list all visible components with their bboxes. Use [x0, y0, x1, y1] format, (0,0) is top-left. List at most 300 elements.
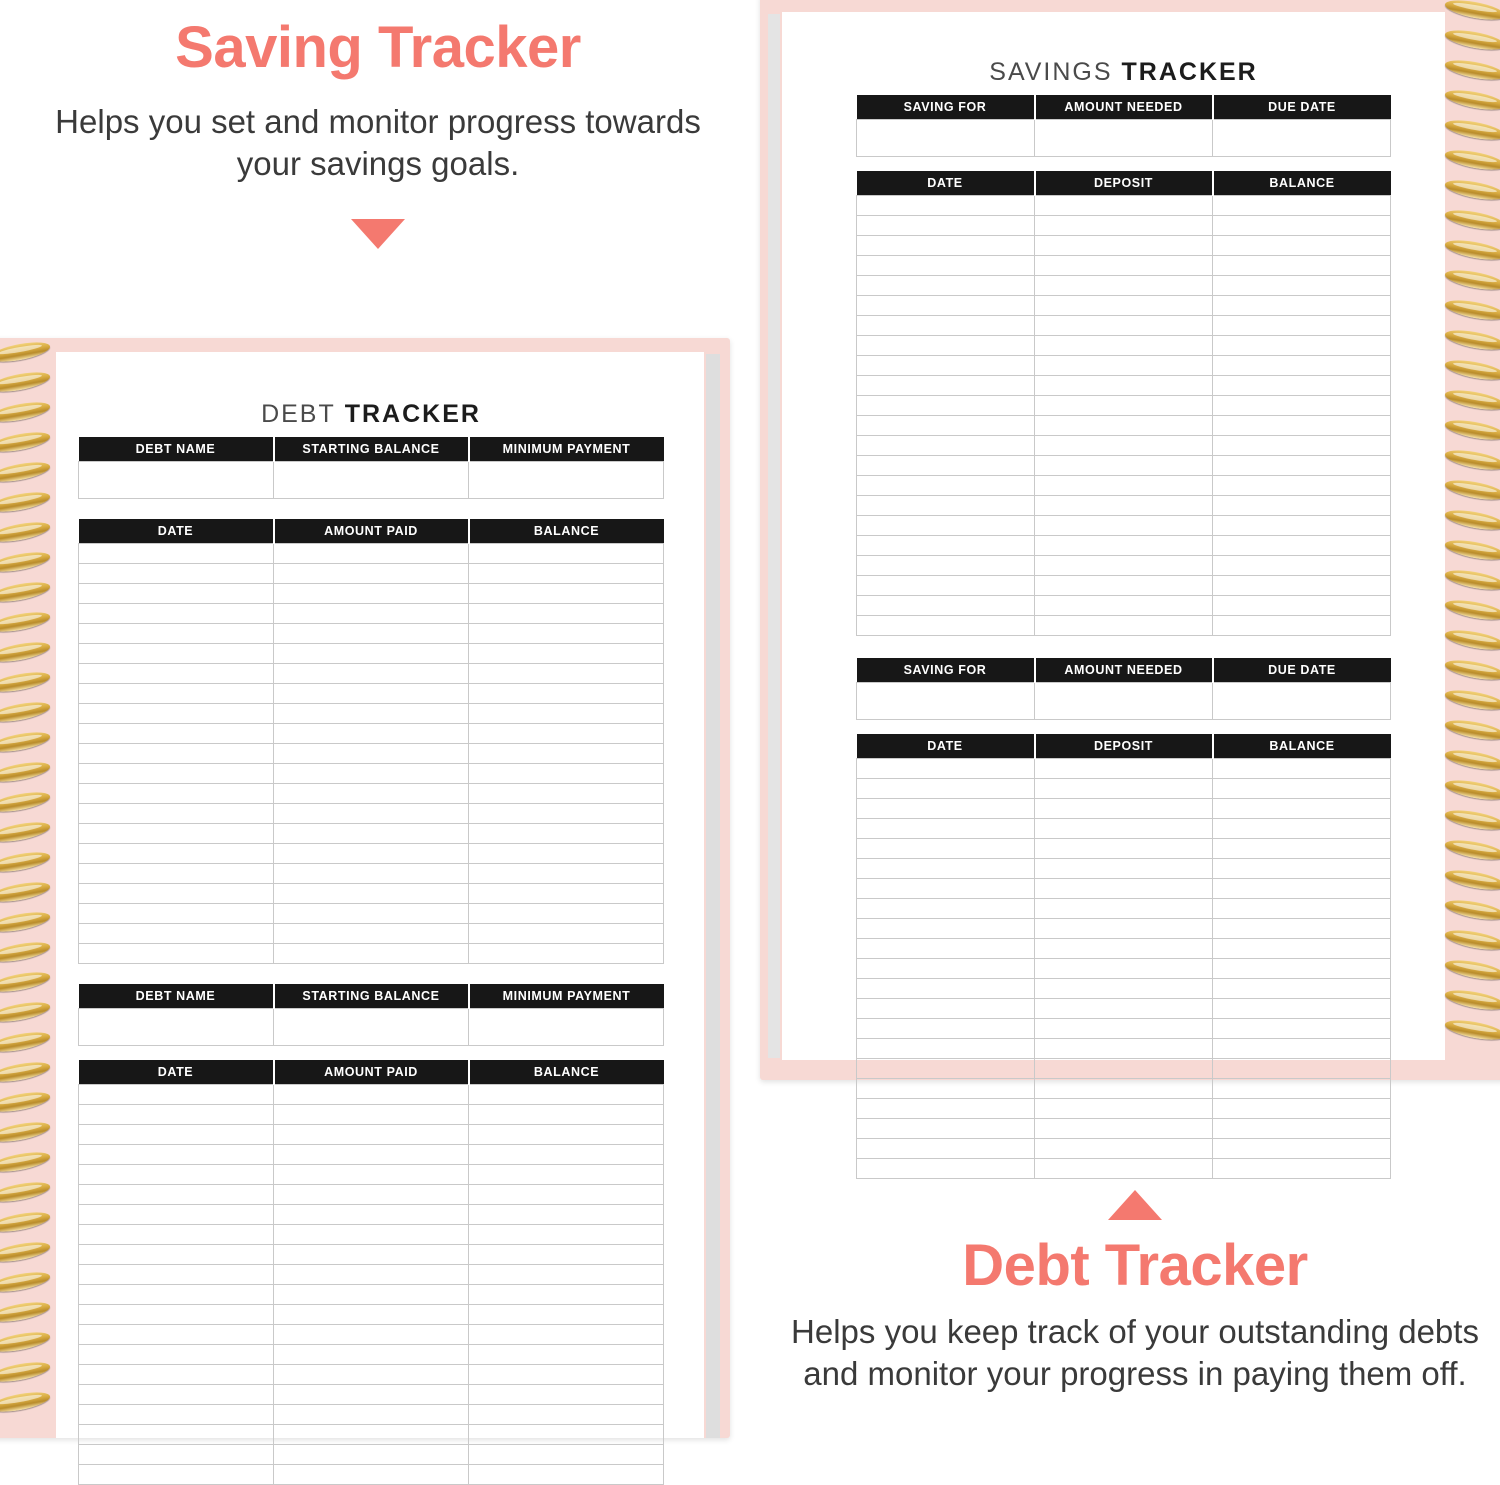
ledger-cell[interactable]: [274, 944, 469, 964]
ledger-cell[interactable]: [857, 759, 1035, 779]
ledger-cell[interactable]: [857, 556, 1035, 576]
ledger-cell[interactable]: [274, 604, 469, 624]
cell-due-date[interactable]: [1213, 120, 1391, 157]
table-row[interactable]: [857, 999, 1391, 1019]
ledger-cell[interactable]: [274, 664, 469, 684]
ledger-cell[interactable]: [1035, 516, 1213, 536]
table-row[interactable]: [79, 1405, 664, 1425]
table-row[interactable]: [79, 924, 664, 944]
ledger-cell[interactable]: [79, 704, 274, 724]
ledger-cell[interactable]: [274, 1245, 469, 1265]
ledger-cell[interactable]: [1213, 919, 1391, 939]
ledger-cell[interactable]: [1213, 576, 1391, 596]
ledger-cell[interactable]: [469, 864, 664, 884]
ledger-cell[interactable]: [79, 1365, 274, 1385]
ledger-cell[interactable]: [274, 1345, 469, 1365]
table-row[interactable]: [857, 919, 1391, 939]
ledger-cell[interactable]: [274, 1145, 469, 1165]
table-row[interactable]: [79, 1285, 664, 1305]
ledger-cell[interactable]: [857, 376, 1035, 396]
ledger-cell[interactable]: [79, 884, 274, 904]
table-row[interactable]: [857, 336, 1391, 356]
ledger-cell[interactable]: [469, 844, 664, 864]
ledger-cell[interactable]: [469, 1165, 664, 1185]
ledger-cell[interactable]: [1213, 879, 1391, 899]
table-row[interactable]: [857, 596, 1391, 616]
table-row[interactable]: [79, 864, 664, 884]
ledger-cell[interactable]: [1213, 939, 1391, 959]
ledger-cell[interactable]: [79, 1225, 274, 1245]
ledger-cell[interactable]: [1035, 376, 1213, 396]
ledger-cell[interactable]: [1035, 556, 1213, 576]
table-row[interactable]: [79, 624, 664, 644]
ledger-cell[interactable]: [469, 1305, 664, 1325]
cell-starting-balance[interactable]: [274, 1009, 469, 1046]
table-row[interactable]: [857, 416, 1391, 436]
ledger-cell[interactable]: [1035, 819, 1213, 839]
ledger-cell[interactable]: [857, 1099, 1035, 1119]
ledger-cell[interactable]: [469, 1445, 664, 1465]
ledger-cell[interactable]: [857, 919, 1035, 939]
table-row[interactable]: [79, 544, 664, 564]
ledger-cell[interactable]: [1213, 336, 1391, 356]
ledger-cell[interactable]: [1213, 1099, 1391, 1119]
ledger-cell[interactable]: [469, 1345, 664, 1365]
ledger-cell[interactable]: [469, 1425, 664, 1445]
table-row[interactable]: [857, 276, 1391, 296]
ledger-cell[interactable]: [79, 724, 274, 744]
ledger-cell[interactable]: [274, 884, 469, 904]
ledger-cell[interactable]: [274, 1225, 469, 1245]
ledger-cell[interactable]: [857, 316, 1035, 336]
ledger-cell[interactable]: [1213, 456, 1391, 476]
ledger-cell[interactable]: [469, 1465, 664, 1485]
cell-debt-name[interactable]: [79, 462, 274, 499]
table-row[interactable]: [857, 899, 1391, 919]
cell-minimum-payment[interactable]: [469, 462, 664, 499]
ledger-cell[interactable]: [857, 1019, 1035, 1039]
table-row[interactable]: [857, 1079, 1391, 1099]
cell-amount-needed[interactable]: [1035, 683, 1213, 720]
ledger-cell[interactable]: [1213, 236, 1391, 256]
cell-due-date[interactable]: [1213, 683, 1391, 720]
table-row[interactable]: [857, 120, 1391, 157]
ledger-cell[interactable]: [1035, 879, 1213, 899]
ledger-cell[interactable]: [857, 396, 1035, 416]
ledger-cell[interactable]: [1035, 436, 1213, 456]
ledger-cell[interactable]: [857, 1139, 1035, 1159]
cell-minimum-payment[interactable]: [469, 1009, 664, 1046]
table-row[interactable]: [857, 496, 1391, 516]
ledger-cell[interactable]: [1213, 276, 1391, 296]
ledger-cell[interactable]: [1035, 216, 1213, 236]
ledger-cell[interactable]: [857, 296, 1035, 316]
ledger-cell[interactable]: [1035, 356, 1213, 376]
ledger-cell[interactable]: [857, 516, 1035, 536]
ledger-cell[interactable]: [79, 584, 274, 604]
ledger-cell[interactable]: [469, 1085, 664, 1105]
table-row[interactable]: [857, 536, 1391, 556]
ledger-cell[interactable]: [274, 1325, 469, 1345]
ledger-cell[interactable]: [79, 1465, 274, 1485]
ledger-cell[interactable]: [1035, 476, 1213, 496]
table-row[interactable]: [857, 979, 1391, 999]
ledger-cell[interactable]: [857, 819, 1035, 839]
table-row[interactable]: [857, 196, 1391, 216]
ledger-cell[interactable]: [1213, 799, 1391, 819]
ledger-cell[interactable]: [857, 456, 1035, 476]
table-row[interactable]: [857, 556, 1391, 576]
ledger-cell[interactable]: [469, 824, 664, 844]
ledger-cell[interactable]: [1035, 779, 1213, 799]
ledger-cell[interactable]: [469, 684, 664, 704]
table-row[interactable]: [857, 456, 1391, 476]
table-row[interactable]: [79, 584, 664, 604]
table-row[interactable]: [857, 959, 1391, 979]
ledger-cell[interactable]: [79, 944, 274, 964]
ledger-cell[interactable]: [1213, 859, 1391, 879]
table-row[interactable]: [857, 879, 1391, 899]
ledger-cell[interactable]: [274, 724, 469, 744]
ledger-cell[interactable]: [469, 744, 664, 764]
ledger-cell[interactable]: [469, 724, 664, 744]
ledger-cell[interactable]: [274, 844, 469, 864]
ledger-cell[interactable]: [1035, 1019, 1213, 1039]
table-row[interactable]: [857, 1039, 1391, 1059]
ledger-cell[interactable]: [469, 1285, 664, 1305]
ledger-cell[interactable]: [274, 624, 469, 644]
table-row[interactable]: [857, 939, 1391, 959]
table-row[interactable]: [857, 1119, 1391, 1139]
ledger-cell[interactable]: [1035, 1079, 1213, 1099]
ledger-cell[interactable]: [469, 1225, 664, 1245]
ledger-cell[interactable]: [1035, 256, 1213, 276]
ledger-cell[interactable]: [857, 899, 1035, 919]
ledger-cell[interactable]: [1035, 919, 1213, 939]
ledger-cell[interactable]: [79, 684, 274, 704]
table-row[interactable]: [857, 576, 1391, 596]
ledger-cell[interactable]: [79, 1185, 274, 1205]
ledger-cell[interactable]: [857, 1119, 1035, 1139]
ledger-cell[interactable]: [1035, 276, 1213, 296]
table-row[interactable]: [857, 256, 1391, 276]
ledger-cell[interactable]: [1213, 216, 1391, 236]
ledger-cell[interactable]: [469, 764, 664, 784]
table-row[interactable]: [79, 1425, 664, 1445]
ledger-cell[interactable]: [469, 924, 664, 944]
ledger-cell[interactable]: [469, 904, 664, 924]
ledger-cell[interactable]: [79, 1405, 274, 1425]
ledger-cell[interactable]: [857, 979, 1035, 999]
ledger-cell[interactable]: [469, 1365, 664, 1385]
ledger-cell[interactable]: [79, 824, 274, 844]
ledger-cell[interactable]: [469, 1245, 664, 1265]
ledger-cell[interactable]: [1213, 496, 1391, 516]
ledger-cell[interactable]: [857, 236, 1035, 256]
cell-saving-for[interactable]: [857, 683, 1035, 720]
ledger-cell[interactable]: [1213, 1139, 1391, 1159]
table-row[interactable]: [857, 1099, 1391, 1119]
ledger-cell[interactable]: [1035, 336, 1213, 356]
ledger-cell[interactable]: [79, 864, 274, 884]
ledger-cell[interactable]: [1213, 196, 1391, 216]
ledger-cell[interactable]: [1035, 1119, 1213, 1139]
table-row[interactable]: [79, 664, 664, 684]
table-row[interactable]: [857, 236, 1391, 256]
cell-amount-needed[interactable]: [1035, 120, 1213, 157]
ledger-cell[interactable]: [274, 564, 469, 584]
ledger-cell[interactable]: [469, 604, 664, 624]
ledger-cell[interactable]: [274, 1165, 469, 1185]
table-row[interactable]: [857, 216, 1391, 236]
ledger-cell[interactable]: [1035, 536, 1213, 556]
ledger-cell[interactable]: [274, 1305, 469, 1325]
table-row[interactable]: [79, 644, 664, 664]
ledger-cell[interactable]: [469, 1125, 664, 1145]
table-row[interactable]: [79, 1445, 664, 1465]
ledger-cell[interactable]: [274, 1125, 469, 1145]
ledger-cell[interactable]: [1035, 1099, 1213, 1119]
table-row[interactable]: [857, 1159, 1391, 1179]
ledger-cell[interactable]: [1213, 779, 1391, 799]
table-row[interactable]: [857, 356, 1391, 376]
ledger-cell[interactable]: [469, 644, 664, 664]
table-row[interactable]: [79, 1185, 664, 1205]
ledger-cell[interactable]: [1213, 296, 1391, 316]
ledger-cell[interactable]: [469, 1105, 664, 1125]
ledger-cell[interactable]: [79, 604, 274, 624]
ledger-cell[interactable]: [1213, 556, 1391, 576]
ledger-cell[interactable]: [469, 564, 664, 584]
ledger-cell[interactable]: [274, 684, 469, 704]
table-row[interactable]: [79, 824, 664, 844]
ledger-cell[interactable]: [857, 476, 1035, 496]
ledger-cell[interactable]: [1213, 616, 1391, 636]
ledger-cell[interactable]: [274, 864, 469, 884]
table-row[interactable]: [79, 604, 664, 624]
ledger-cell[interactable]: [79, 1145, 274, 1165]
ledger-cell[interactable]: [1035, 799, 1213, 819]
table-row[interactable]: [79, 1205, 664, 1225]
table-row[interactable]: [79, 684, 664, 704]
ledger-cell[interactable]: [469, 544, 664, 564]
table-row[interactable]: [79, 944, 664, 964]
ledger-cell[interactable]: [469, 1325, 664, 1345]
table-row[interactable]: [857, 1139, 1391, 1159]
ledger-cell[interactable]: [857, 356, 1035, 376]
table-row[interactable]: [79, 744, 664, 764]
ledger-cell[interactable]: [469, 1205, 664, 1225]
table-row[interactable]: [857, 376, 1391, 396]
ledger-cell[interactable]: [79, 544, 274, 564]
table-row[interactable]: [79, 1085, 664, 1105]
ledger-cell[interactable]: [274, 1205, 469, 1225]
ledger-cell[interactable]: [1035, 979, 1213, 999]
ledger-cell[interactable]: [274, 1425, 469, 1445]
ledger-cell[interactable]: [1035, 416, 1213, 436]
ledger-cell[interactable]: [1035, 496, 1213, 516]
table-row[interactable]: [79, 1305, 664, 1325]
ledger-cell[interactable]: [79, 924, 274, 944]
ledger-cell[interactable]: [274, 764, 469, 784]
ledger-cell[interactable]: [857, 536, 1035, 556]
table-row[interactable]: [79, 1325, 664, 1345]
table-row[interactable]: [857, 436, 1391, 456]
ledger-cell[interactable]: [1213, 536, 1391, 556]
ledger-cell[interactable]: [1213, 819, 1391, 839]
ledger-cell[interactable]: [1213, 1119, 1391, 1139]
table-row[interactable]: [79, 884, 664, 904]
ledger-cell[interactable]: [79, 1345, 274, 1365]
ledger-cell[interactable]: [1213, 1079, 1391, 1099]
ledger-cell[interactable]: [1035, 616, 1213, 636]
ledger-cell[interactable]: [1213, 999, 1391, 1019]
ledger-cell[interactable]: [1213, 759, 1391, 779]
ledger-cell[interactable]: [79, 664, 274, 684]
table-row[interactable]: [857, 476, 1391, 496]
ledger-cell[interactable]: [1213, 356, 1391, 376]
ledger-cell[interactable]: [274, 644, 469, 664]
table-row[interactable]: [857, 799, 1391, 819]
ledger-cell[interactable]: [469, 1265, 664, 1285]
ledger-cell[interactable]: [469, 784, 664, 804]
ledger-cell[interactable]: [274, 1085, 469, 1105]
ledger-cell[interactable]: [274, 1405, 469, 1425]
ledger-cell[interactable]: [1213, 1039, 1391, 1059]
table-row[interactable]: [79, 1105, 664, 1125]
ledger-cell[interactable]: [469, 1185, 664, 1205]
ledger-cell[interactable]: [469, 804, 664, 824]
ledger-cell[interactable]: [857, 416, 1035, 436]
table-row[interactable]: [79, 904, 664, 924]
cell-debt-name[interactable]: [79, 1009, 274, 1046]
ledger-cell[interactable]: [1213, 316, 1391, 336]
table-row[interactable]: [857, 296, 1391, 316]
ledger-cell[interactable]: [1035, 196, 1213, 216]
ledger-cell[interactable]: [274, 1285, 469, 1305]
table-row[interactable]: [79, 844, 664, 864]
ledger-cell[interactable]: [1035, 296, 1213, 316]
ledger-cell[interactable]: [469, 1405, 664, 1425]
table-row[interactable]: [857, 396, 1391, 416]
table-row[interactable]: [79, 1165, 664, 1185]
ledger-cell[interactable]: [857, 779, 1035, 799]
table-row[interactable]: [79, 704, 664, 724]
ledger-cell[interactable]: [857, 256, 1035, 276]
table-row[interactable]: [857, 839, 1391, 859]
ledger-cell[interactable]: [1213, 1019, 1391, 1039]
ledger-cell[interactable]: [274, 1265, 469, 1285]
ledger-cell[interactable]: [1035, 759, 1213, 779]
ledger-cell[interactable]: [79, 1445, 274, 1465]
ledger-cell[interactable]: [274, 1365, 469, 1385]
ledger-cell[interactable]: [469, 704, 664, 724]
table-row[interactable]: [857, 1059, 1391, 1079]
table-row[interactable]: [857, 859, 1391, 879]
cell-saving-for[interactable]: [857, 120, 1035, 157]
table-row[interactable]: [79, 564, 664, 584]
ledger-cell[interactable]: [1213, 596, 1391, 616]
ledger-cell[interactable]: [1213, 436, 1391, 456]
ledger-cell[interactable]: [79, 1325, 274, 1345]
ledger-cell[interactable]: [469, 1385, 664, 1405]
ledger-cell[interactable]: [79, 1245, 274, 1265]
ledger-cell[interactable]: [1035, 999, 1213, 1019]
ledger-cell[interactable]: [1035, 396, 1213, 416]
ledger-cell[interactable]: [857, 196, 1035, 216]
ledger-cell[interactable]: [274, 1185, 469, 1205]
ledger-cell[interactable]: [857, 276, 1035, 296]
ledger-cell[interactable]: [857, 839, 1035, 859]
ledger-cell[interactable]: [469, 664, 664, 684]
ledger-cell[interactable]: [857, 436, 1035, 456]
ledger-cell[interactable]: [1213, 416, 1391, 436]
ledger-cell[interactable]: [857, 799, 1035, 819]
ledger-cell[interactable]: [1213, 959, 1391, 979]
table-row[interactable]: [79, 1265, 664, 1285]
ledger-cell[interactable]: [469, 584, 664, 604]
ledger-cell[interactable]: [857, 1159, 1035, 1179]
ledger-cell[interactable]: [857, 939, 1035, 959]
ledger-cell[interactable]: [857, 216, 1035, 236]
ledger-cell[interactable]: [274, 904, 469, 924]
ledger-cell[interactable]: [79, 784, 274, 804]
table-row[interactable]: [857, 1019, 1391, 1039]
ledger-cell[interactable]: [1035, 576, 1213, 596]
table-row[interactable]: [79, 1465, 664, 1485]
ledger-cell[interactable]: [79, 1105, 274, 1125]
ledger-cell[interactable]: [1035, 899, 1213, 919]
table-row[interactable]: [857, 779, 1391, 799]
ledger-cell[interactable]: [1035, 1139, 1213, 1159]
ledger-cell[interactable]: [1035, 1059, 1213, 1079]
ledger-cell[interactable]: [1035, 859, 1213, 879]
ledger-cell[interactable]: [1035, 1159, 1213, 1179]
table-row[interactable]: [79, 764, 664, 784]
ledger-cell[interactable]: [79, 644, 274, 664]
ledger-cell[interactable]: [79, 564, 274, 584]
ledger-cell[interactable]: [79, 804, 274, 824]
ledger-cell[interactable]: [1035, 316, 1213, 336]
ledger-cell[interactable]: [857, 1039, 1035, 1059]
ledger-cell[interactable]: [79, 744, 274, 764]
ledger-cell[interactable]: [857, 336, 1035, 356]
ledger-cell[interactable]: [274, 824, 469, 844]
ledger-cell[interactable]: [79, 624, 274, 644]
table-row[interactable]: [857, 759, 1391, 779]
ledger-cell[interactable]: [1213, 1159, 1391, 1179]
ledger-cell[interactable]: [274, 704, 469, 724]
ledger-cell[interactable]: [1035, 1039, 1213, 1059]
table-row[interactable]: [79, 1365, 664, 1385]
table-row[interactable]: [79, 1145, 664, 1165]
ledger-cell[interactable]: [79, 1125, 274, 1145]
table-row[interactable]: [79, 1345, 664, 1365]
ledger-cell[interactable]: [1035, 596, 1213, 616]
table-row[interactable]: [79, 462, 664, 499]
table-row[interactable]: [857, 819, 1391, 839]
ledger-cell[interactable]: [274, 784, 469, 804]
ledger-cell[interactable]: [1213, 256, 1391, 276]
table-row[interactable]: [79, 1225, 664, 1245]
ledger-cell[interactable]: [1213, 1059, 1391, 1079]
table-row[interactable]: [79, 1125, 664, 1145]
ledger-cell[interactable]: [469, 1145, 664, 1165]
cell-starting-balance[interactable]: [274, 462, 469, 499]
ledger-cell[interactable]: [857, 1059, 1035, 1079]
ledger-cell[interactable]: [1213, 899, 1391, 919]
ledger-cell[interactable]: [469, 944, 664, 964]
